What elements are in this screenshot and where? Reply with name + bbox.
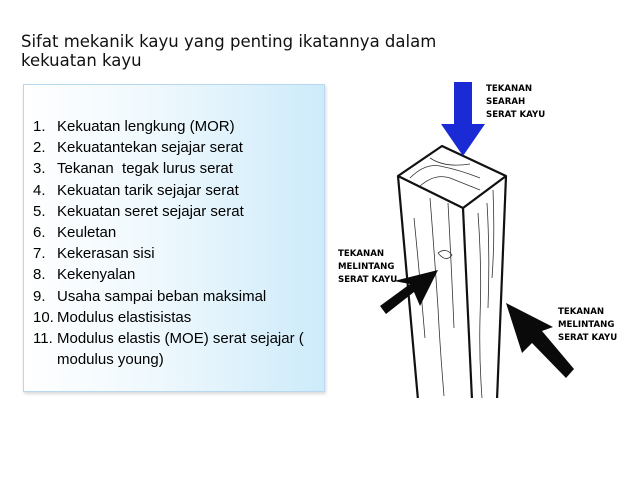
list-item-number: 8.	[33, 266, 46, 284]
list-item	[33, 243, 317, 264]
list-item	[33, 137, 317, 158]
list-item-text: Kekuatan lengkung (MOR)	[57, 118, 235, 135]
list-item-number: 10.	[33, 308, 54, 326]
wood-block	[398, 146, 506, 398]
label-top: TEKANAN SEARAH SERAT KAYU	[486, 84, 546, 120]
list-item	[33, 180, 317, 201]
list-item-number: 11.	[33, 330, 53, 348]
list-item-number: 3.	[33, 160, 46, 178]
list-item	[33, 264, 317, 285]
list-item-text: Tekanan tegak lurus serat	[57, 160, 233, 178]
list-item	[33, 158, 317, 179]
label-left: TEKANAN MELINTANG SERAT KAYU	[338, 249, 398, 285]
list-item-number: 5.	[33, 202, 46, 220]
list-item-text: Kekuatan tarik sejajar serat	[57, 181, 239, 199]
list-item-number: 1.	[33, 118, 46, 135]
label-right: TEKANAN MELINTANG SERAT KAYU	[558, 307, 618, 343]
list-item	[33, 286, 317, 307]
compression-arrow-parallel	[441, 82, 485, 156]
list-item-number: 2.	[33, 139, 46, 157]
list-item	[33, 116, 317, 137]
list-item-text: Modulus elastis (MOE) serat sejajar ( modulus young)	[57, 330, 304, 369]
slide-title: Sifat mekanik kayu yang penting ikatannya dalam kekuatan kayu	[21, 32, 437, 70]
list-item-number: 9.	[33, 287, 46, 305]
list-item-text: Keuletan	[57, 224, 117, 242]
list-item-text: Usaha sampai beban maksimal	[57, 287, 267, 305]
list-item	[33, 222, 317, 243]
properties-list	[33, 116, 317, 370]
list-item	[33, 328, 317, 370]
list-item-text: Kekuatan seret sejajar serat	[57, 202, 244, 220]
wood-pressure-diagram	[330, 78, 630, 398]
list-item-text: Modulus elastisistas	[57, 308, 192, 326]
list-item	[33, 201, 317, 222]
list-item-number: 7.	[33, 245, 46, 263]
properties-list-box	[23, 84, 325, 392]
list-item-text: Kekuatantekan sejajar serat	[57, 139, 243, 157]
list-item-number: 4.	[33, 181, 46, 199]
list-item-text: Kekenyalan	[57, 266, 136, 284]
list-item-text: Kekerasan sisi	[57, 245, 155, 263]
list-item	[33, 307, 317, 328]
list-item-number: 6.	[33, 224, 46, 242]
